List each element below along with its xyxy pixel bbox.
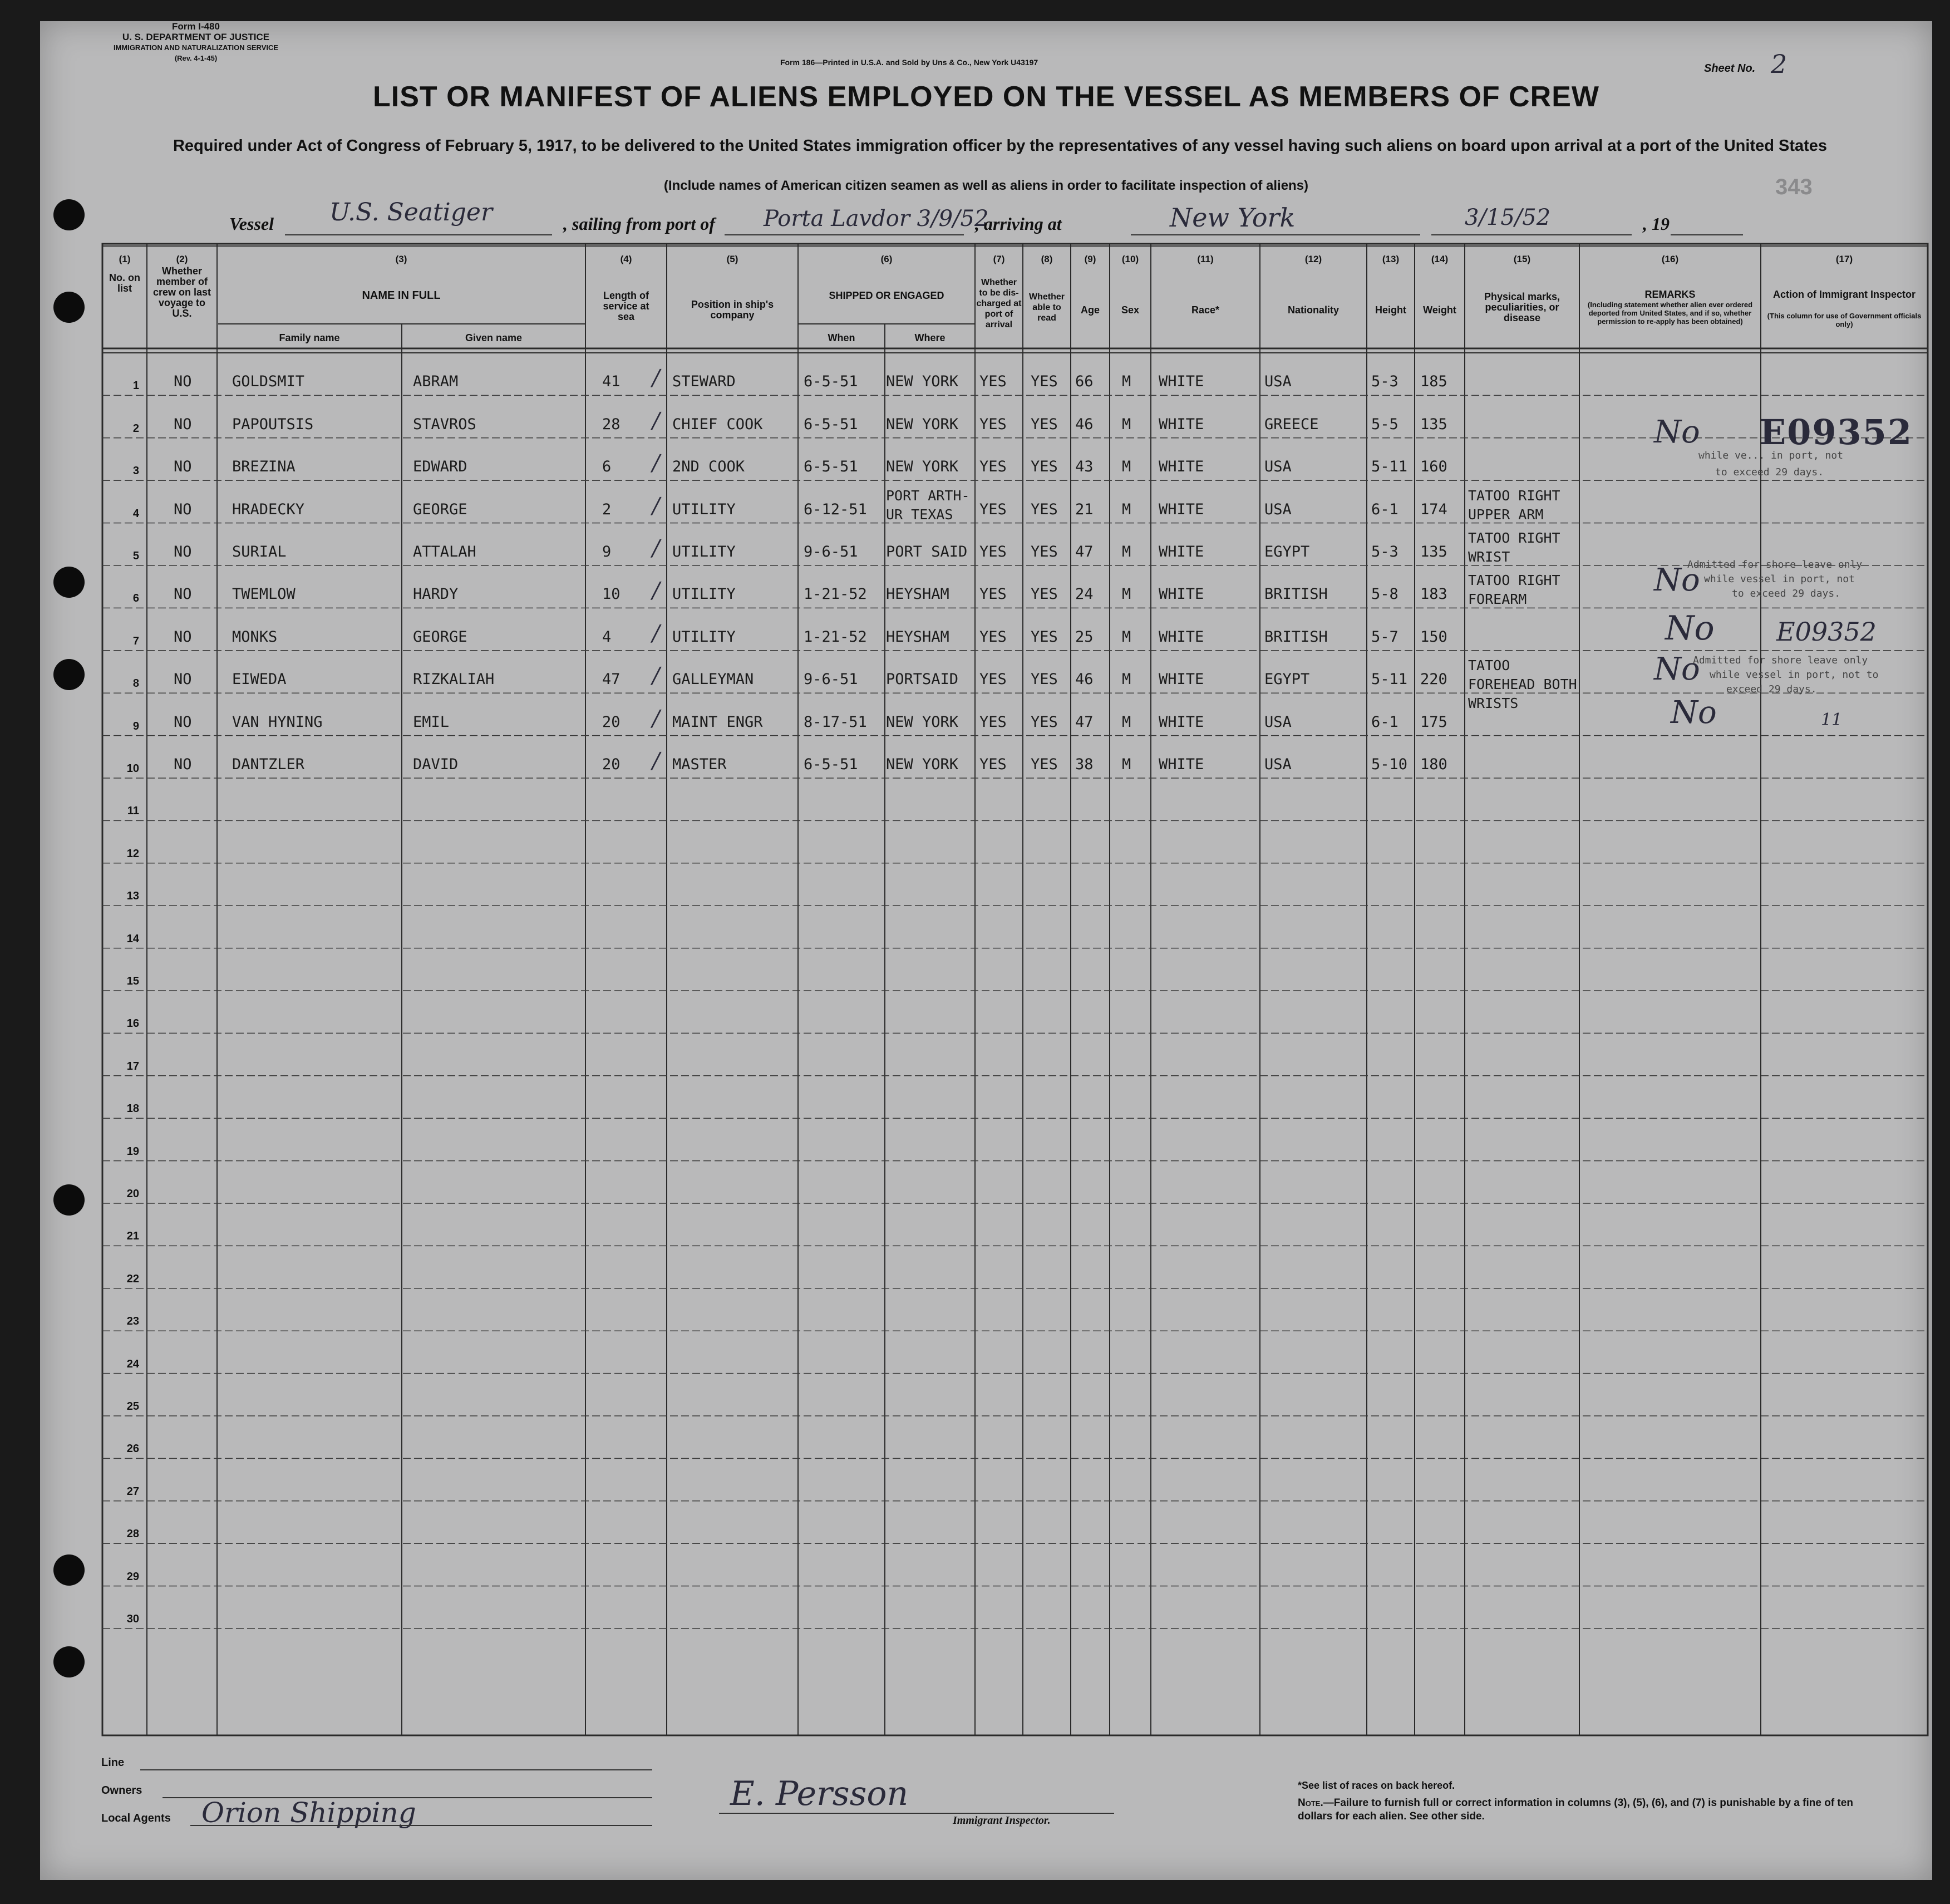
crew-sex: M (1122, 713, 1131, 731)
col7-header: Whether to be dis-charged at port of arrival (976, 278, 1022, 329)
vessel-name: U.S. Seatiger (329, 198, 493, 227)
row-number: 21 (126, 1230, 139, 1243)
crew-position: UTILITY (672, 586, 736, 603)
owners-label: Owners (101, 1784, 142, 1797)
crew-race: WHITE (1159, 713, 1204, 731)
check-mark: ∕ (652, 450, 660, 476)
col9-header: Age (1080, 304, 1100, 316)
service: IMMIGRATION AND NATURALIZATION SERVICE (113, 43, 279, 52)
remark-cert-1: E09352 (1760, 412, 1913, 452)
crew-family-name: SURIAL (232, 543, 287, 560)
col3-num: (3) (395, 254, 407, 264)
col6-num: (6) (880, 254, 893, 264)
crew-given-name: GEORGE (413, 500, 467, 518)
remark-stamp-2b: while vessel in port, not (1704, 573, 1855, 585)
crew-able-to-read: YES (1031, 756, 1058, 773)
row-number: 18 (126, 1103, 139, 1115)
crew-sex: M (1122, 415, 1131, 433)
crew-able-to-read: YES (1031, 500, 1058, 518)
crew-race: WHITE (1159, 373, 1204, 391)
row-number: 3 (132, 465, 139, 478)
row-number: 9 (132, 720, 139, 732)
crew-position: MASTER (672, 756, 727, 773)
remark-stamp-2c: to exceed 29 days. (1732, 588, 1841, 599)
crew-age: 47 (1075, 543, 1094, 560)
row-number: 16 (126, 1017, 139, 1030)
col3-header: NAME IN FULL (362, 289, 441, 302)
crew-sex: M (1122, 756, 1131, 773)
crew-able-to-read: YES (1031, 543, 1058, 560)
crew-length-of-service: 20 (602, 756, 621, 773)
row-number: 14 (126, 932, 139, 945)
crew-discharged: YES (979, 713, 1007, 731)
crew-shipped-where: NEW YORK (886, 415, 959, 433)
col16-header: REMARKS (1644, 289, 1696, 300)
crew-age: 21 (1075, 500, 1094, 518)
crew-race: WHITE (1159, 671, 1204, 688)
remark-no-4: No (1654, 651, 1700, 687)
crew-nationality: USA (1264, 756, 1292, 773)
row-number: 24 (126, 1357, 139, 1370)
crew-sex: M (1122, 671, 1131, 688)
crew-race: WHITE (1159, 500, 1204, 518)
col4-header: Length of service at sea (603, 290, 649, 322)
crew-given-name: GEORGE (413, 628, 467, 646)
crew-last-voyage: NO (174, 586, 192, 603)
row-number: 1 (132, 380, 139, 392)
crew-weight: 174 (1420, 500, 1447, 518)
crew-height: 5-3 (1371, 373, 1399, 391)
crew-discharged: YES (979, 671, 1007, 688)
arriving-label: , arriving at (975, 214, 1062, 234)
col6-when-header: When (828, 332, 855, 343)
col16-num: (16) (1661, 254, 1679, 264)
remark-no-1: No (1654, 414, 1700, 450)
crew-given-name: HARDY (413, 586, 459, 603)
vessel-label: Vessel (229, 214, 274, 234)
page-stamp: 343 (1775, 175, 1813, 199)
crew-weight: 135 (1420, 543, 1447, 560)
remark-no-2: No (1654, 562, 1700, 598)
crew-shipped-when: 8-17-51 (804, 713, 867, 731)
row-number: 4 (132, 507, 139, 520)
races-note: *See list of races on back hereof. (1298, 1780, 1455, 1791)
crew-weight: 183 (1420, 586, 1447, 603)
crew-age: 24 (1075, 586, 1094, 603)
remark-no-3: No (1665, 609, 1715, 648)
footer-lines (40, 21, 1932, 1880)
crew-shipped-when: 6-5-51 (804, 756, 858, 773)
row-number: 13 (126, 890, 139, 903)
crew-shipped-when: 6-5-51 (804, 373, 858, 391)
col6-header: SHIPPED OR ENGAGED (829, 290, 944, 301)
crew-discharged: YES (979, 415, 1007, 433)
row-number: 23 (126, 1315, 139, 1328)
col3-given-header: Given name (465, 332, 523, 343)
crew-length-of-service: 10 (602, 586, 621, 603)
sheet-number: 2 (1771, 49, 1787, 79)
crew-race: WHITE (1159, 756, 1204, 773)
col5-header: Position in ship's company (691, 299, 774, 321)
manifest-sheet (40, 21, 1932, 1880)
crew-able-to-read: YES (1031, 415, 1058, 433)
crew-physical-marks: TATOO RIGHT UPPER ARM (1468, 487, 1560, 523)
crew-position: UTILITY (672, 543, 736, 560)
sailing-port: Porta Lavdor 3/9/52 (764, 206, 989, 232)
crew-race: WHITE (1159, 586, 1204, 603)
row-number: 17 (126, 1060, 139, 1072)
crew-family-name: MONKS (232, 628, 278, 646)
crew-nationality: USA (1264, 500, 1292, 518)
crew-discharged: YES (979, 586, 1007, 603)
col1-num: (1) (119, 254, 131, 264)
form-number: Form I-480 (172, 21, 220, 32)
crew-given-name: ABRAM (413, 373, 459, 391)
crew-able-to-read: YES (1031, 671, 1058, 688)
crew-shipped-where: NEW YORK (886, 713, 959, 731)
crew-last-voyage: NO (174, 628, 192, 646)
crew-shipped-when: 1-21-52 (804, 586, 867, 603)
printer-line: Form 186—Printed in U.S.A. and Sold by Uns & Co., New York U43197 (780, 58, 1038, 67)
arriving-port: New York (1170, 203, 1296, 233)
row-number: 10 (126, 762, 139, 775)
local-agents-value: Orion Shipping (201, 1797, 416, 1829)
col15-header: Physical marks, peculiarities, or disease (1484, 291, 1560, 323)
crew-weight: 150 (1420, 628, 1447, 646)
crew-last-voyage: NO (174, 756, 192, 773)
remark-stamp-3a: Admitted for shore leave only (1693, 655, 1868, 666)
revision: (Rev. 4-1-45) (174, 54, 218, 62)
col17-header: Action of Immigrant Inspector (1772, 289, 1916, 300)
crew-nationality: USA (1264, 458, 1292, 476)
check-mark: ∕ (652, 535, 660, 561)
crew-shipped-where: HEYSHAM (886, 586, 949, 603)
sailing-label: , sailing from port of (563, 214, 715, 234)
crew-height: 5-7 (1371, 628, 1399, 646)
crew-position: GALLEYMAN (672, 671, 754, 688)
col14-num: (14) (1431, 254, 1449, 264)
crew-family-name: VAN HYNING (232, 713, 323, 731)
crew-age: 46 (1075, 671, 1094, 688)
crew-height: 6-1 (1371, 713, 1399, 731)
crew-nationality: GREECE (1264, 415, 1319, 433)
row-number: 8 (132, 677, 139, 690)
crew-discharged: YES (979, 500, 1007, 518)
crew-sex: M (1122, 373, 1131, 391)
crew-sex: M (1122, 500, 1131, 518)
crew-height: 5-11 (1371, 671, 1408, 688)
action-ditto: 11 (1821, 710, 1843, 730)
row-number: 2 (132, 422, 139, 435)
crew-length-of-service: 2 (602, 500, 612, 518)
crew-age: 38 (1075, 756, 1094, 773)
crew-race: WHITE (1159, 628, 1204, 646)
sheet-label: Sheet No. (1704, 62, 1756, 75)
crew-last-voyage: NO (174, 373, 192, 391)
year-label: , 19 (1643, 214, 1670, 234)
row-number: 29 (126, 1570, 139, 1583)
crew-age: 66 (1075, 373, 1094, 391)
crew-nationality: USA (1264, 713, 1292, 731)
col1-header: No. on list (109, 272, 140, 294)
crew-length-of-service: 20 (602, 713, 621, 731)
col6-where-header: Where (914, 332, 946, 343)
crew-age: 46 (1075, 415, 1094, 433)
crew-given-name: STAVROS (413, 415, 476, 433)
row-number: 28 (126, 1528, 139, 1541)
row-number: 30 (126, 1613, 139, 1625)
crew-race: WHITE (1159, 458, 1204, 476)
row-number: 7 (132, 634, 139, 647)
crew-position: UTILITY (672, 500, 736, 518)
col14-header: Weight (1423, 304, 1456, 316)
crew-last-voyage: NO (174, 500, 192, 518)
local-agents-label: Local Agents (101, 1812, 171, 1824)
crew-weight: 185 (1420, 373, 1447, 391)
check-mark: ∕ (652, 748, 660, 774)
check-mark: ∕ (652, 578, 660, 604)
check-mark: ∕ (652, 705, 660, 731)
crew-last-voyage: NO (174, 543, 192, 560)
crew-discharged: YES (979, 628, 1007, 646)
crew-length-of-service: 41 (602, 373, 621, 391)
crew-position: CHIEF COOK (672, 415, 763, 433)
crew-nationality: USA (1264, 373, 1292, 391)
remark-stamp-3b: while vessel in port, not to (1710, 669, 1879, 681)
crew-race: WHITE (1159, 415, 1204, 433)
crew-shipped-where: PORTSAID (886, 671, 959, 688)
crew-shipped-where: PORT ARTH-UR TEXAS (886, 487, 970, 523)
crew-weight: 180 (1420, 756, 1447, 773)
check-mark: ∕ (652, 365, 660, 391)
crew-position: STEWARD (672, 373, 736, 391)
col17-num: (17) (1835, 254, 1853, 264)
crew-given-name: ATTALAH (413, 543, 476, 560)
remark-stamp-2a: Admitted for shore leave only (1687, 559, 1863, 570)
col16-subheader: (Including statement whether alien ever ordered deported from United States, and if so, whether permission to re-apply has been obtained) (1587, 301, 1753, 326)
crew-weight: 135 (1420, 415, 1447, 433)
crew-age: 25 (1075, 628, 1094, 646)
check-mark: ∕ (652, 620, 660, 646)
col13-num: (13) (1382, 254, 1400, 264)
crew-family-name: EIWEDA (232, 671, 287, 688)
col7-num: (7) (993, 254, 1005, 264)
crew-given-name: EMIL (413, 713, 450, 731)
crew-physical-marks: TATOO RIGHT WRIST (1468, 530, 1560, 565)
row-number: 11 (127, 805, 139, 818)
remark-no-5: No (1671, 695, 1717, 731)
crew-nationality: BRITISH (1264, 628, 1328, 646)
crew-able-to-read: YES (1031, 713, 1058, 731)
crew-position: 2ND COOK (672, 458, 745, 476)
crew-shipped-where: NEW YORK (886, 756, 959, 773)
crew-height: 5-10 (1371, 756, 1408, 773)
arrival-date: 3/15/52 (1465, 205, 1551, 230)
crew-able-to-read: YES (1031, 586, 1058, 603)
row-number: 27 (126, 1485, 139, 1498)
check-mark: ∕ (652, 663, 660, 689)
crew-able-to-read: YES (1031, 458, 1058, 476)
col10-header: Sex (1121, 304, 1140, 316)
crew-discharged: YES (979, 756, 1007, 773)
crew-family-name: DANTZLER (232, 756, 305, 773)
crew-nationality: EGYPT (1264, 543, 1310, 560)
crew-shipped-when: 9-6-51 (804, 543, 858, 560)
crew-height: 5-5 (1371, 415, 1399, 433)
crew-sex: M (1122, 543, 1131, 560)
row-number: 19 (126, 1145, 139, 1158)
crew-physical-marks: TATOO FOREHEAD BOTH WRISTS (1468, 657, 1577, 712)
crew-family-name: PAPOUTSIS (232, 415, 314, 433)
col3-family-header: Family name (279, 332, 340, 343)
crew-discharged: YES (979, 373, 1007, 391)
manifest-subtitle: Required under Act of Congress of February 5, 1917, to be delivered to the United States immigration officer by the representatives of any vessel having such aliens on board upon arrival at a port of the United States (173, 137, 1828, 155)
col5-num: (5) (726, 254, 738, 264)
col2-header: Whether member of crew on last voyage to U.S. (152, 265, 211, 319)
crew-able-to-read: YES (1031, 373, 1058, 391)
crew-last-voyage: NO (174, 713, 192, 731)
crew-weight: 160 (1420, 458, 1447, 476)
crew-last-voyage: NO (174, 458, 192, 476)
row-number: 26 (126, 1443, 139, 1455)
remark-stamp-3c: exceed 29 days. (1726, 683, 1817, 695)
col10-num: (10) (1121, 254, 1139, 264)
crew-shipped-when: 9-6-51 (804, 671, 858, 688)
crew-able-to-read: YES (1031, 628, 1058, 646)
row-number: 15 (126, 975, 139, 987)
remark-cert-2: E09352 (1776, 617, 1877, 647)
crew-race: WHITE (1159, 543, 1204, 560)
crew-given-name: DAVID (413, 756, 459, 773)
crew-position: MAINT ENGR (672, 713, 763, 731)
col9-num: (9) (1084, 254, 1096, 264)
crew-sex: M (1122, 586, 1131, 603)
crew-height: 6-1 (1371, 500, 1399, 518)
row-number: 25 (126, 1400, 139, 1413)
inspector-signature: E. Persson (730, 1774, 909, 1813)
crew-weight: 175 (1420, 713, 1447, 731)
crew-shipped-when: 6-5-51 (804, 458, 858, 476)
crew-physical-marks: TATOO RIGHT FOREARM (1468, 572, 1560, 608)
crew-age: 47 (1075, 713, 1094, 731)
crew-height: 5-8 (1371, 586, 1399, 603)
crew-discharged: YES (979, 543, 1007, 560)
crew-last-voyage: NO (174, 415, 192, 433)
col12-num: (12) (1304, 254, 1322, 264)
crew-family-name: GOLDSMIT (232, 373, 305, 391)
row-number: 22 (126, 1272, 139, 1285)
crew-discharged: YES (979, 458, 1007, 476)
crew-height: 5-3 (1371, 543, 1399, 560)
crew-shipped-when: 6-12-51 (804, 500, 867, 518)
col11-num: (11) (1197, 254, 1214, 264)
check-mark: ∕ (652, 407, 660, 434)
col2-num: (2) (176, 254, 188, 264)
col4-num: (4) (620, 254, 632, 264)
col8-num: (8) (1041, 254, 1053, 264)
col15-num: (15) (1513, 254, 1531, 264)
col11-header: Race* (1191, 304, 1220, 316)
row-number: 12 (126, 847, 139, 860)
crew-shipped-when: 6-5-51 (804, 415, 858, 433)
crew-length-of-service: 6 (602, 458, 612, 476)
crew-family-name: TWEMLOW (232, 586, 296, 603)
remark-stamp-1b: to exceed 29 days. (1715, 466, 1824, 478)
inspector-label: Immigrant Inspector. (953, 1814, 1051, 1827)
crew-length-of-service: 9 (602, 543, 612, 560)
crew-family-name: HRADECKY (232, 500, 305, 518)
col8-header: Whether able to read (1029, 292, 1065, 323)
crew-sex: M (1122, 628, 1131, 646)
check-mark: ∕ (652, 493, 660, 519)
crew-sex: M (1122, 458, 1131, 476)
crew-shipped-where: NEW YORK (886, 373, 959, 391)
crew-nationality: BRITISH (1264, 586, 1328, 603)
manifest-note: (Include names of American citizen seamen as well as aliens in order to facilitate inspection of aliens) (663, 178, 1309, 193)
crew-nationality: EGYPT (1264, 671, 1310, 688)
crew-weight: 220 (1420, 671, 1447, 688)
remark-stamp-1a: while ve... in port, not (1698, 450, 1844, 461)
crew-position: UTILITY (672, 628, 736, 646)
crew-last-voyage: NO (174, 671, 192, 688)
line-label: Line (101, 1757, 125, 1769)
col12-header: Nationality (1287, 304, 1339, 316)
crew-age: 43 (1075, 458, 1094, 476)
crew-shipped-where: HEYSHAM (886, 628, 949, 646)
fine-note-label: Note. (1298, 1797, 1323, 1809)
row-number: 5 (132, 550, 139, 562)
crew-length-of-service: 47 (602, 671, 621, 688)
col13-header: Height (1375, 304, 1406, 316)
crew-given-name: RIZKALIAH (413, 671, 495, 688)
crew-family-name: BREZINA (232, 458, 296, 476)
row-number: 6 (132, 592, 139, 605)
crew-shipped-when: 1-21-52 (804, 628, 867, 646)
crew-height: 5-11 (1371, 458, 1408, 476)
crew-shipped-where: PORT SAID (886, 543, 968, 560)
row-number: 20 (126, 1188, 139, 1200)
fine-note-text: —Failure to furnish full or correct information in columns (3), (5), (6), and (7) is punishable by a fine of ten dollars for each alien. See other side. (1298, 1797, 1853, 1822)
crew-length-of-service: 28 (602, 415, 621, 433)
crew-given-name: EDWARD (413, 458, 467, 476)
crew-shipped-where: NEW YORK (886, 458, 959, 476)
department: U. S. DEPARTMENT OF JUSTICE (122, 32, 270, 42)
manifest-title: LIST OR MANIFEST OF ALIENS EMPLOYED ON THE VESSEL AS MEMBERS OF CREW (373, 81, 1599, 113)
crew-length-of-service: 4 (602, 628, 612, 646)
col17-subheader: (This column for use of Government officials only) (1767, 312, 1922, 328)
